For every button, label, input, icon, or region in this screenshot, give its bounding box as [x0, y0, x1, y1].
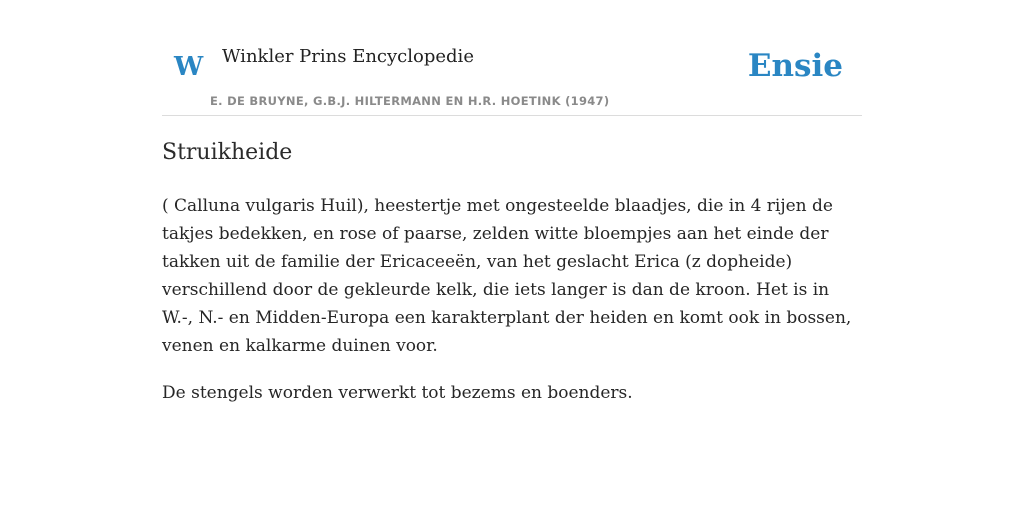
publication-title[interactable]: Winkler Prins Encyclopedie: [222, 46, 474, 67]
publication-logo[interactable]: W: [174, 52, 204, 82]
ensie-logo-link[interactable]: Ensie: [747, 48, 843, 84]
encyclopedia-header: [162, 0, 862, 116]
publication-authors: E. DE BRUYNE, G.B.J. HILTERMANN EN H.R. HOETINK (1947): [210, 94, 610, 108]
entry-paragraph: ( Calluna vulgaris Huil), heestertje met ongesteelde blaadjes, die in 4 rijen de takjes bedekken, en rose of paarse, zelden witte bloempjes aan het einde der takken uit de familie der Ericaceeën, van het geslacht Erica (z dopheide) verschillend door de gekleurde kelk, die iets langer is dan de kroon. Het is in W.-, N.- en Midden-Europa een karakterplant der heiden en komt ook in bossen, venen en kalkarme duinen voor.: [162, 196, 852, 356]
entry-paragraph: De stengels worden verwerkt tot bezems en boenders.: [162, 383, 633, 403]
page-container: [162, 0, 862, 403]
entry-body: [162, 192, 862, 426]
entry-title: Struikheide: [162, 140, 293, 165]
